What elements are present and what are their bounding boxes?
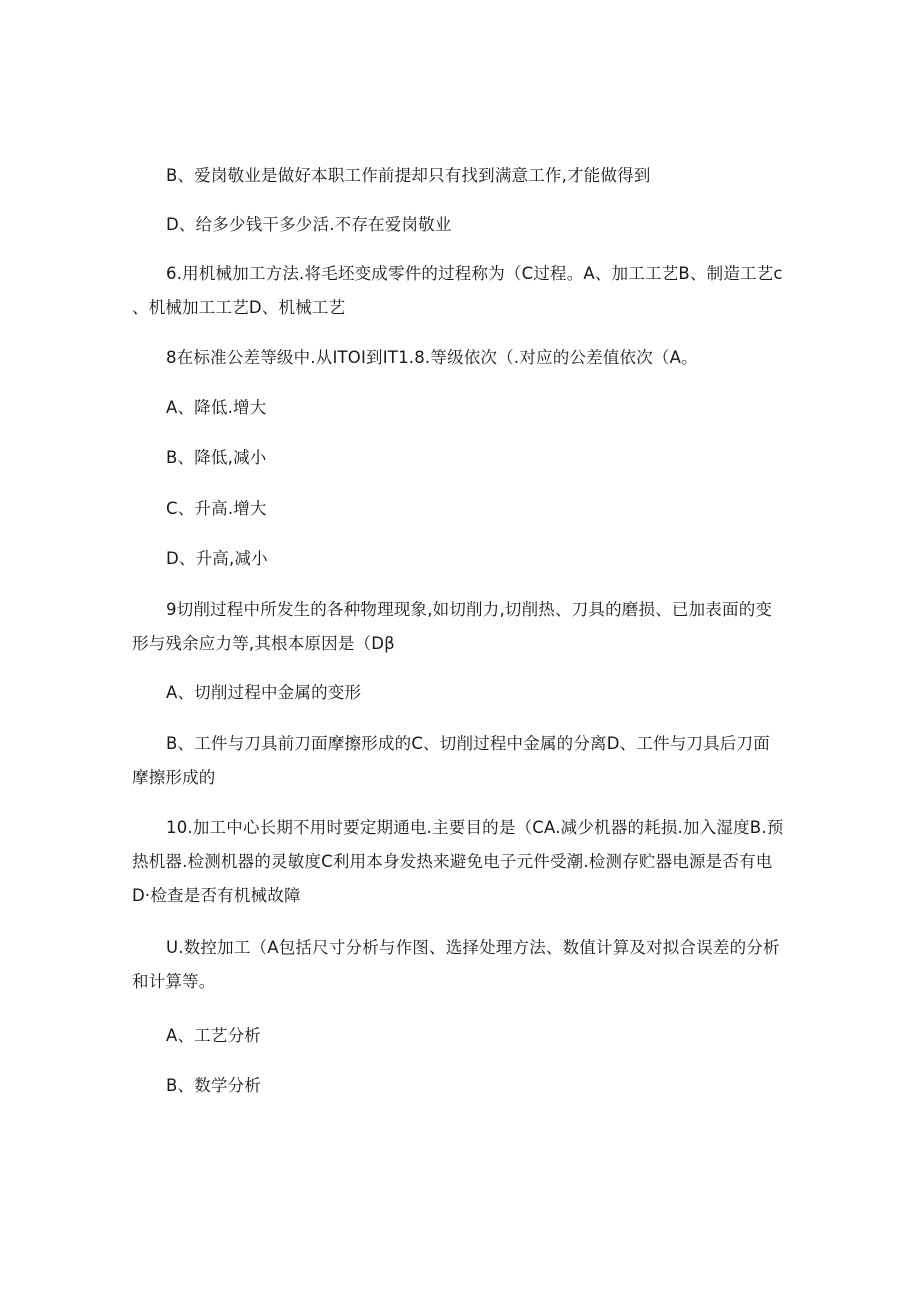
text-line: A、切削过程中金属的变形 — [166, 683, 362, 702]
text-line: B、数学分析 — [166, 1076, 262, 1095]
text-line: 6.用机械加工方法.将毛坯变成零件的过程称为（C过程。A、加工工艺B、制造工艺c — [166, 264, 783, 283]
question-6 — [132, 257, 783, 325]
text-line: D·检查是否有机械故障 — [132, 886, 301, 905]
question-11-option-a — [166, 1019, 261, 1053]
question-8 — [166, 341, 698, 375]
question-8-option-c — [166, 492, 267, 526]
text-line: B、工件与刀具前刀面摩擦形成的C、切削过程中金属的分离D、工件与刀具后刀面 — [166, 734, 770, 753]
text-line: 形与残余应力等,其根本原因是（Dβ — [132, 634, 395, 653]
question-10 — [132, 811, 784, 913]
text-line: B、降低,减小 — [166, 448, 267, 467]
text-line: B、爱岗敬业是做好本职工作前提却只有找到满意工作,才能做得到 — [166, 166, 651, 185]
question-9 — [132, 593, 773, 661]
text-line: D、给多少钱干多少活.不存在爱岗敬业 — [166, 215, 452, 234]
question-8-option-b — [166, 441, 266, 475]
text-line: D、升高,减小 — [166, 549, 268, 568]
option-d-dedication — [166, 208, 452, 242]
text-line: 9切削过程中所发生的各种物理现象,如切削力,切削热、刀具的磨损、已加表面的变 — [166, 600, 773, 619]
question-11-option-b — [166, 1069, 261, 1103]
question-9-option-a — [166, 676, 361, 710]
text-line: 和计算等。 — [132, 972, 216, 991]
text-line: 热机器.检测机器的灵敏度C利用本身发热来避免电子元件受潮.检测存贮器电源是否有电 — [132, 852, 773, 871]
text-line: 、机械加工工艺D、机械工艺 — [132, 298, 346, 317]
option-b-dedication — [166, 159, 651, 193]
question-8-option-a — [166, 391, 266, 425]
text-line: 8在标准公差等级中.从ITOI到IT1.8.等级依次（.对应的公差值依次（A。 — [166, 348, 698, 367]
text-line: A、降低.增大 — [166, 398, 267, 417]
text-line: C、升高.增大 — [166, 499, 267, 518]
text-line: 10.加工中心长期不用时要定期通电.主要目的是（CA.减少机器的耗损.加入湿度B.预 — [166, 818, 784, 837]
question-9-options-bcd — [132, 727, 770, 795]
question-8-option-d — [166, 542, 268, 576]
text-line: A、工艺分析 — [166, 1026, 261, 1045]
text-line: U.数控加工（A包括尺寸分析与作图、选择处理方法、数值计算及对拟合误差的分析 — [166, 938, 780, 957]
text-line: 摩擦形成的 — [132, 768, 216, 787]
question-11 — [132, 931, 780, 999]
